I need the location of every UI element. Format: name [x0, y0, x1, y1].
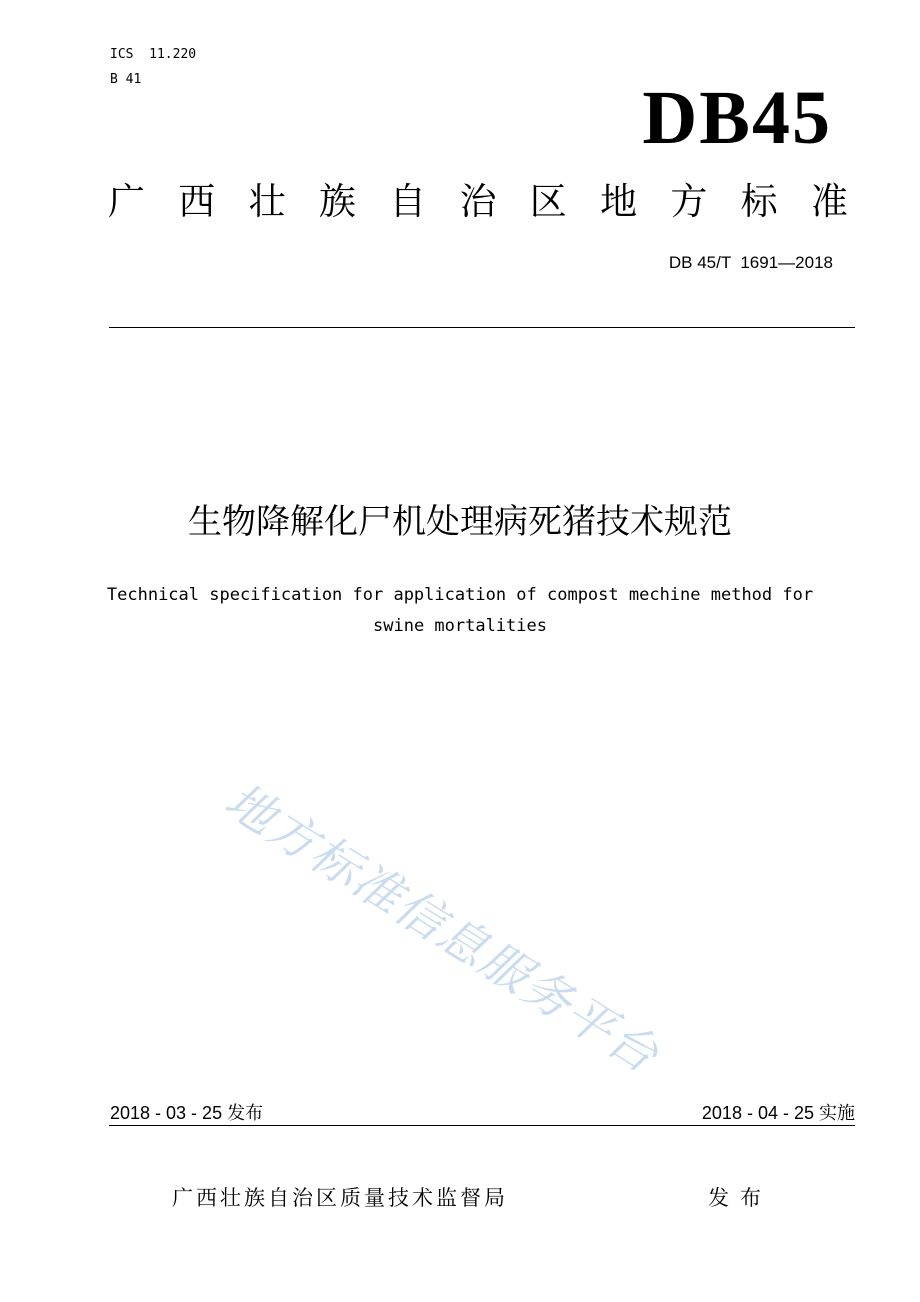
db-code-mark: DB45 — [642, 76, 832, 160]
implementation-date: 2018 - 04 - 25 实施 — [701, 1103, 855, 1123]
standard-type-char: 治 — [459, 180, 497, 223]
standard-type-char: 方 — [670, 180, 708, 223]
watermark: 地方标准信息服务平台 — [215, 772, 669, 1085]
ics-code: ICS 11.220 — [110, 47, 197, 62]
standard-number: DB 45/T 1691—2018 — [668, 253, 833, 272]
title-english: Technical specification for application of compost mechine method for swine mortalities — [106, 585, 814, 636]
standard-type-char: 准 — [810, 180, 848, 223]
ccs-code: B 41 — [110, 72, 142, 87]
issuing-authority: 广西壮族自治区质量技术监督局 — [172, 1186, 508, 1210]
standard-type-char: 西 — [178, 180, 216, 223]
standard-type-heading — [108, 180, 848, 224]
title-chinese: 生物降解化尸机处理病死猪技术规范 — [188, 502, 732, 542]
standard-type-char: 广 — [108, 180, 145, 223]
standard-type-char: 壮 — [248, 180, 286, 223]
issue-verb: 发布 — [708, 1186, 772, 1210]
standard-type-char: 区 — [529, 180, 567, 223]
standard-type-char: 标 — [740, 180, 778, 223]
standard-type-char: 地 — [600, 180, 638, 223]
top-divider — [109, 327, 855, 328]
bottom-divider — [109, 1125, 855, 1126]
standard-type-char: 自 — [389, 180, 427, 223]
issue-date: 2018 - 03 - 25 发布 — [110, 1103, 264, 1123]
standard-type-char: 族 — [318, 180, 356, 223]
